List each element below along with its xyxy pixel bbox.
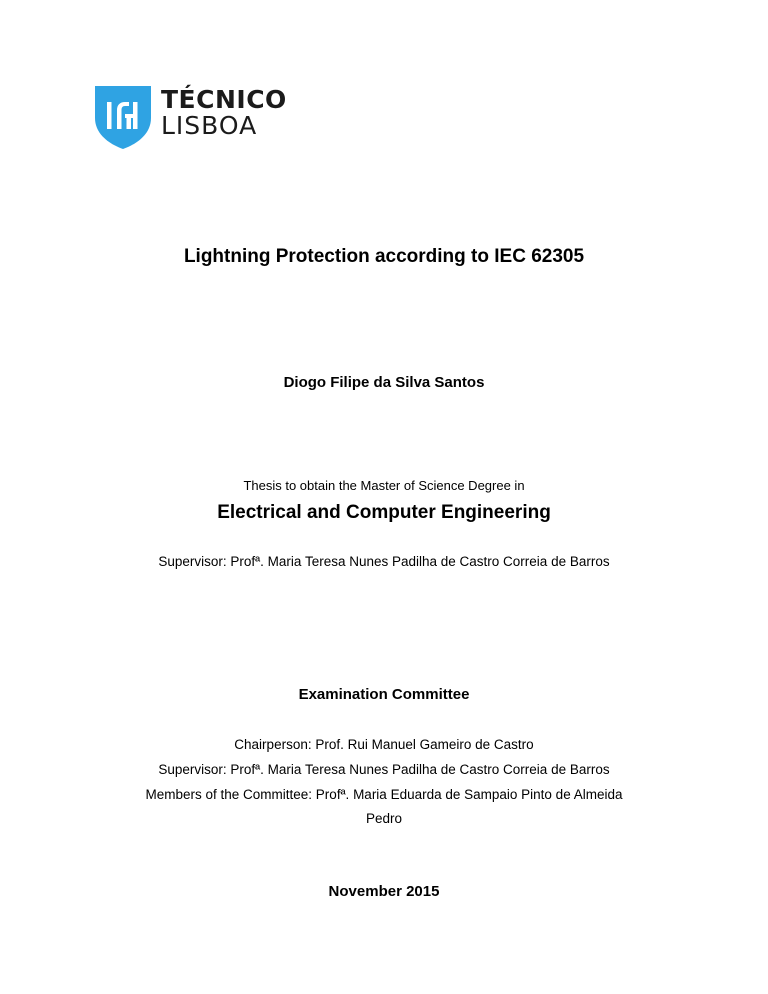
committee-members: Members of the Committee: Profª. Maria Eduarda de Sampaio Pinto de Almeida [145,787,623,802]
thesis-title: Lightning Protection according to IEC 62305 [183,246,585,267]
committee-members-continued: Pedro [365,811,403,826]
logo-word-tecnico: TÉCNICO [161,85,287,114]
degree-intro: Thesis to obtain the Master of Science Degree in [243,478,525,493]
submission-date: November 2015 [328,883,440,900]
committee-heading: Examination Committee [298,686,470,703]
committee-supervisor: Supervisor: Profª. Maria Teresa Nunes Padilha de Castro Correia de Barros [158,762,610,777]
degree-name: Electrical and Computer Engineering [217,502,551,523]
ist-shield-icon [93,84,153,150]
supervisor-line: Supervisor: Profª. Maria Teresa Nunes Padilha de Castro Correia de Barros [158,554,610,569]
tecnico-lisboa-logo [93,84,287,150]
logo-word-lisboa: LISBOA [161,111,258,140]
author-name: Diogo Filipe da Silva Santos [283,374,485,391]
committee-chairperson: Chairperson: Prof. Rui Manuel Gameiro de Castro [234,737,534,752]
